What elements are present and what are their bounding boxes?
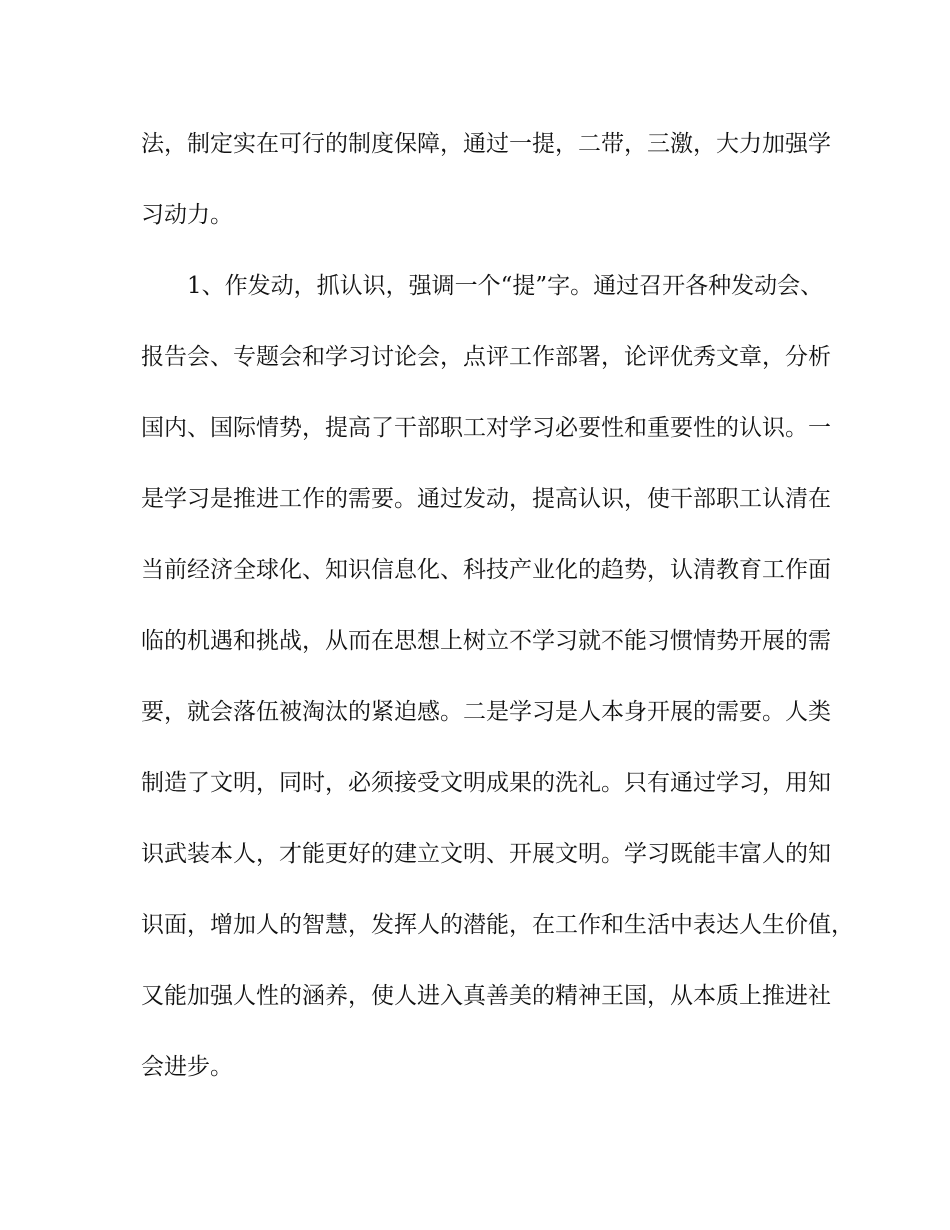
text-line: 临的机遇和挑战，从而在思想上树立不学习就不能习惯情势开展的需	[141, 628, 831, 654]
text-line: 当前经济全球化、知识信息化、科技产业化的趋势，认清教育工作面	[141, 557, 831, 583]
text-line: 识武装本人，才能更好的建立文明、开展文明。学习既能丰富人的知	[141, 841, 831, 867]
text-line: 习动力。	[141, 202, 233, 228]
text-line: 会进步。	[141, 1054, 233, 1080]
text-line: 是学习是推进工作的需要。通过发动，提高认识，使干部职工认清在	[141, 486, 831, 512]
text-line: 法，制定实在可行的制度保障，通过一提，二带，三激，大力加强学	[141, 131, 831, 157]
text-line: 又能加强人性的涵养，使人进入真善美的精神王国，从本质上推进社	[141, 983, 831, 1009]
text-line: 1、作发动，抓认识，强调一个“提”字。通过召开各种发动会、	[187, 273, 824, 299]
text-line: 要，就会落伍被淘汰的紧迫感。二是学习是人本身开展的需要。人类	[141, 699, 831, 725]
text-line: 报告会、专题会和学习讨论会，点评工作部署，论评优秀文章，分析	[141, 344, 831, 370]
text-line: 识面，增加人的智慧，发挥人的潜能，在工作和生活中表达人生价值，	[141, 912, 854, 938]
text-line: 制造了文明，同时，必须接受文明成果的洗礼。只有通过学习，用知	[141, 770, 831, 796]
text-line: 国内、国际情势，提高了干部职工对学习必要性和重要性的认识。一	[141, 415, 831, 441]
